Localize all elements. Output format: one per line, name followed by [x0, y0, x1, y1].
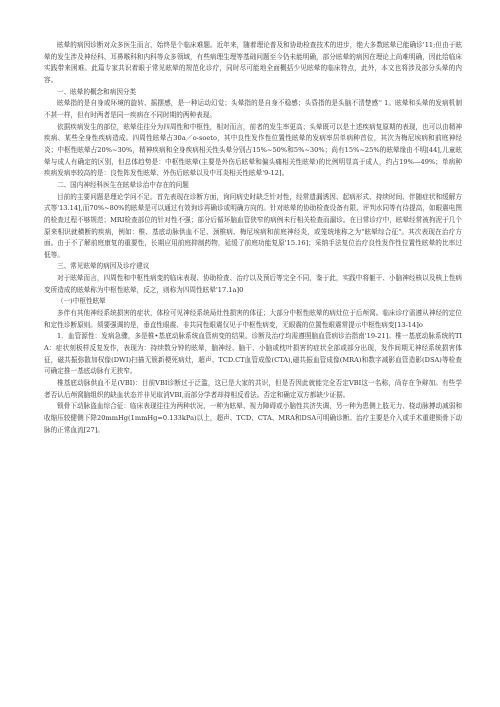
section-heading: 二、国内神经科医生在眩晕诊治中存在的问题: [57, 180, 189, 189]
subsection-heading: （一)中枢性眩晕: [57, 297, 106, 306]
section-heading: 三、常见眩晕的病因及诊疗建议: [57, 262, 150, 271]
body-paragraph: 眩晕指的是自身或环境的旋转、摇摆感，是一种运动幻觉；头晕指的是自身不稳感；头昏指的是头脑不清楚感'' 1。眩晕和头晕的发病机制不甚一样，但有时两者是同一疾病在不同时期的两种表现。: [44, 99, 462, 119]
body-paragraph: 锁骨下动脉盗血综合征：临床表现往往为两种状况，一种为眩晕、视力障碍或小脑性共济失调，另一种为患侧上肢无力、桡动脉搏动减弱和收缩压较健侧下降20mmHg(1mmHg=0.133kPa)以上，超声、TCD、CTA、MRA和DSA可明确诊断。治疗主要是介入或手术重建锁骨下动脉的正常血流[27]。: [44, 402, 462, 434]
section-heading: 一、眩晕的概念和病因分类: [57, 87, 137, 96]
body-paragraph: 1．血管源性：发病急骤，多是椎•基底动脉系统血管病变的结果。诊断及治疗均需遵照脑血管病诊治指南'19-21]。椎一基底动脉系统的TIA：症状刻板样反复发作，表现为：持续数分钟的眩晕，脑神经、脑干、小脑或枕叶损害的症状全部或部分出现，发作间期无神经系统损害体征，磁共振弥散加权像(DWI)扫描无簇新梗死病灶，超声、TCD.CT血管成像(CTA),磁共振血管成像(MRA)和数字减影血管造影(DSA)等检查可确定推一基底动脉有无狭窄。: [44, 332, 462, 376]
body-paragraph: 目前的主要问题是理论学问不足。首先表现在诊断方面，询问病史时缺乏针对性，经常遗漏诱因、起病形式、持续时间、伴随症状和缓解方式等'13.14],而70%~80%的眩晕是可以通过有效询诊再确诊或明确方向的。针对眩晕的协助检查设备有限、评判水同等有待提高，如眼震电图的检查过程不够规范；MRI检查部位的针对性不强；部分后循环脑血管狭窄的病例未行相关检查而漏诊。在日常诊疗中，眩晕经常被拘泥于几个原来相识就横断的疾病，例如：椎、基底动脉供血不足、颈椎病、梅尼埃病和前庭神经炎，或笼统地称之为"眩晕综合征"。其次表现在治疗方面。由于不了解前庭康复的重要性，长期应用前庭抑制药物，延缓了前庭功能复原'15.16]；采纳手法复位治疗良性发作性位置性眩晕的比率过低等。: [44, 192, 462, 259]
document-page: [44, 40, 462, 436]
intro-paragraph: 眩晕的病因诊断对众多医生而言，始终是个临床难题。近年来，随着理论普及和协助检查技术的进步，绝大多数眩晕已能确诊'11;但由于眩晕的发生涉及神经科、耳鼻喉科和内科等众多领域，有些病理生理等基础问题至今仍未能明确，部分眩晕的病因在理论上尚难明确，因此给临床实践带来困难。此篇专家共识着眼于常见眩晕的规范化诊疗，同时尽可能地全面概括少见眩晕的临床特点，此外，本文也将涉及部分头晕的内容。: [44, 41, 462, 84]
body-paragraph: 多伴有其他神经系统损害的症状，体检可见神经系统局灶性损害的体征；大部分中枢性眩晕的病灶位于后颅窝。临床诊疗需遵从神经的定位和定性诊断原则。须要强调的是，垂直性眼震、非共同性眼震仅见于中枢性病变，无眼震的位置性眼震常提示中枢性病变[13-14]o: [44, 309, 462, 329]
body-paragraph: 依据疾病发生的部位，眩晕往往分为四周性和中枢性，相对而言，前者的发生率更高；头晕既可以是土述疾病复原期的表现，也可以由精神疾病、某些全身性疾病造成。四周性眩晕占30a／o-soeto，其中良性发作性位置性眩晕的发病率居单病种首位，其次为梅尼埃病和前庭神经炎；中枢性眩晕占20%~30%，精神疾病和全身疾病相关性头晕分别占15%~50%和5%~30%；尚有15%~25%的眩晕缘由不明[44],儿童眩晕与成人有确定的区别，但总体趋势是：中枢性眩晕(主要是外伤后眩晕和偏头痛相关性眩晕)的比例明显高于成人，约占19%—49%；单病种疾病发病率较高的是：良性阵发性眩晕、外伤后眩晕以及中耳炎相关性眩晕'9-12]。: [44, 122, 462, 178]
body-paragraph: 对于眩晕而言，四周性和中枢性病变的临床表现、协助检查、治疗以及预后等完全不同，鉴于此，实践中将躯干、小脑神经核以及核上性病变所造成的眩晕称为中枢性眩晕，反之，则称为四周性眩晕'17.1a]0: [44, 274, 462, 294]
body-paragraph: 椎基底动脉供血不足(VBI)：目前VBI诊断过于泛滥，这已是大家的共识，但是否因此就能完全否定VBI这一名称，尚存在争辩加。有些学者否认后颅窝脑组织的缺血状态并非见取消VBI,而部分学者却持相反看法。否定和确定双方都缺少证据。: [44, 379, 462, 399]
